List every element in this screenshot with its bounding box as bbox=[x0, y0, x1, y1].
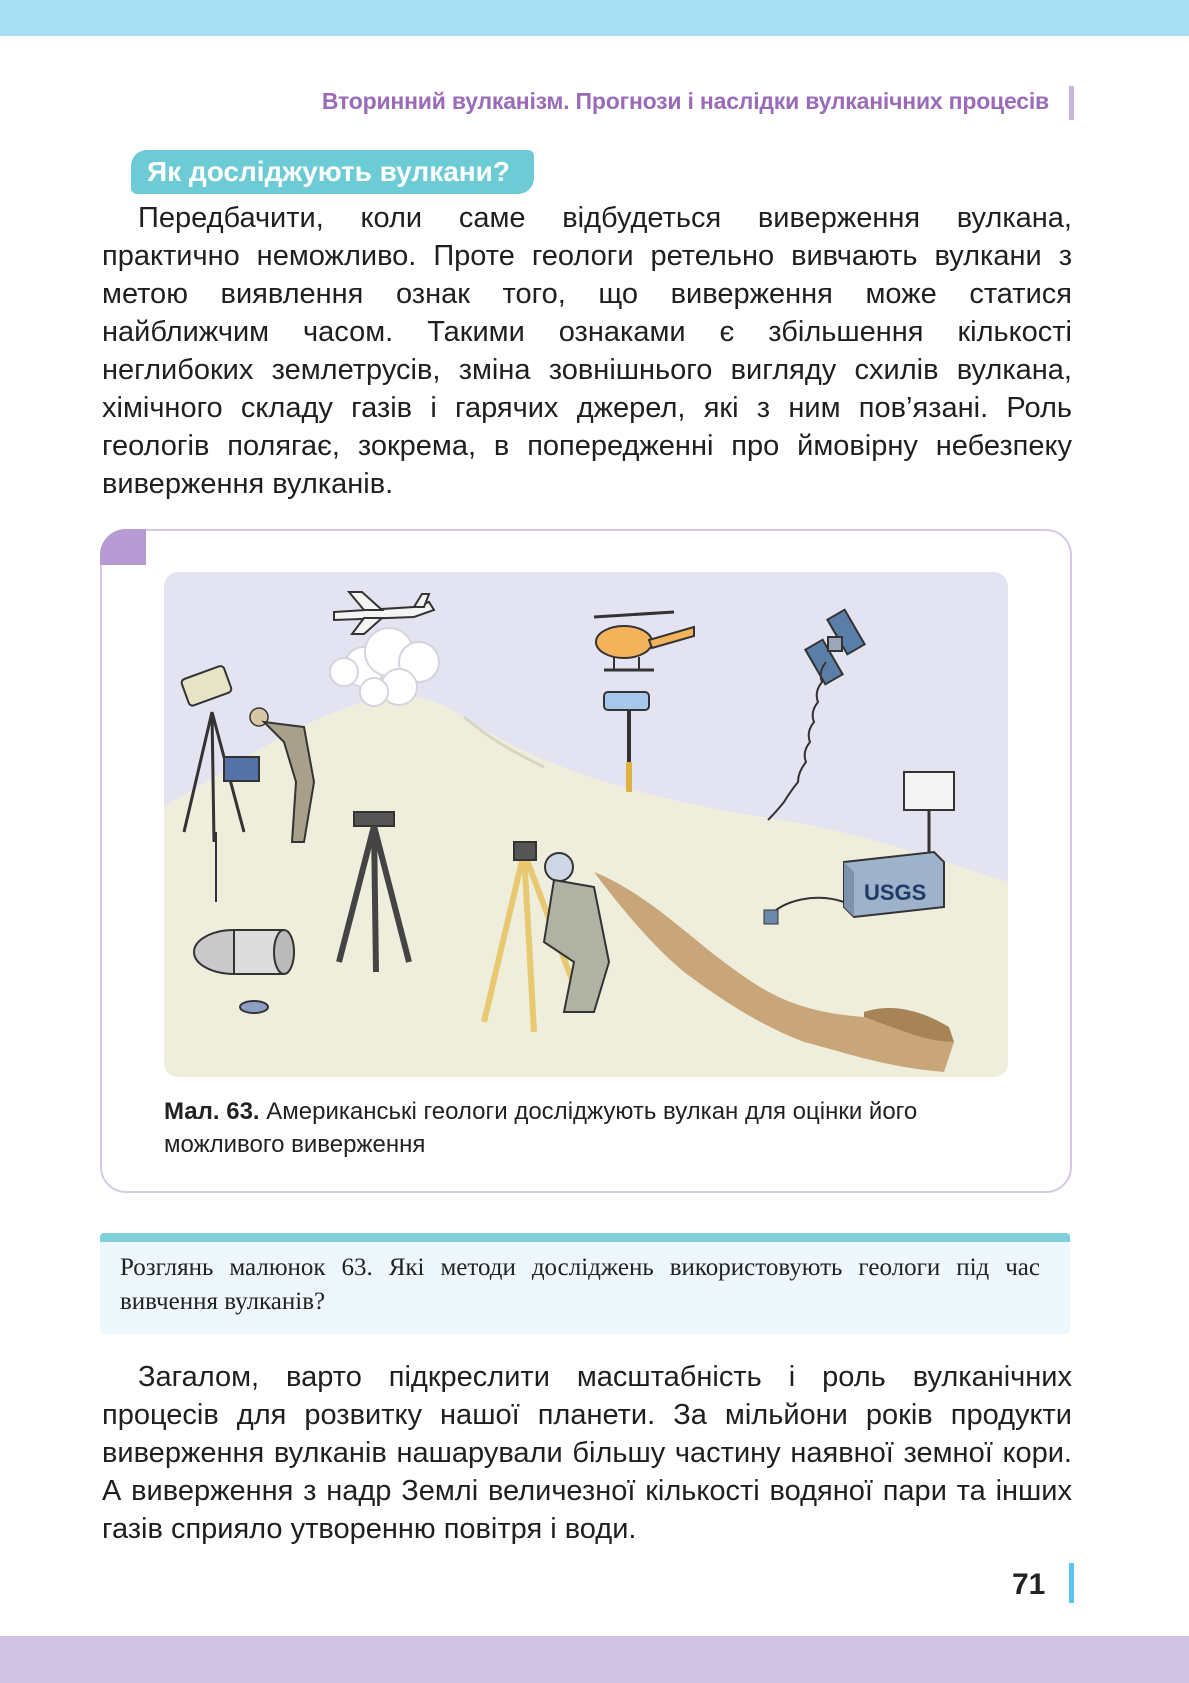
page-number-rule bbox=[1069, 1563, 1074, 1603]
question-text: Розглянь малюнок 63. Які методи досліджень використовують геологи під час вивчення вулканів? bbox=[120, 1254, 1040, 1315]
running-head-rule bbox=[1069, 86, 1074, 120]
figure-tab bbox=[100, 529, 146, 565]
figure-caption bbox=[164, 1095, 924, 1161]
bottom-color-bar bbox=[0, 1636, 1189, 1683]
figure-caption-label: Мал. 63. bbox=[164, 1098, 260, 1125]
paragraph-conclusion: Загалом, варто підкреслити масштабність і роль вулканічних процесів для розвитку нашої планети. За мільйони років продукти виверження вулканів нашарували більшу частину наявної земної кори. А виверження з надр Землі величезної кількості водяної пари та інших газів сприяло утворенню повітря і води. bbox=[102, 1361, 1072, 1545]
figure-caption-text: Американські геологи досліджують вулкан для оцінки його можливого виверження bbox=[164, 1098, 918, 1158]
figure-illustration bbox=[164, 572, 1008, 1077]
usgs-station-box bbox=[844, 852, 944, 917]
top-color-bar bbox=[0, 0, 1189, 36]
page-number: 71 bbox=[1012, 1568, 1046, 1601]
usgs-label: USGS bbox=[864, 880, 927, 905]
paragraph-intro: Передбачити, коли саме відбудеться виверження вулкана, практично неможливо. Проте геологи ретельно вивчають вулкани з метою виявлення ознак того, що виверження може статися найближчим часом. Такими ознаками є збільшення кількості неглибоких землетрусів, зміна зовнішнього вигляду схилів вулкана, хімічного складу газів і гарячих джерел, які з ним пов’язані. Роль геологів полягає, зокрема, в попередженні про ймовірну небезпеку виверження вулканів. bbox=[102, 202, 1072, 500]
running-head: Вторинний вулканізм. Прогнози і наслідки вулканічних процесів bbox=[321, 88, 1049, 114]
section-heading: Як досліджують вулкани? bbox=[131, 150, 534, 194]
volcano-monitoring-illustration bbox=[164, 572, 1008, 1077]
